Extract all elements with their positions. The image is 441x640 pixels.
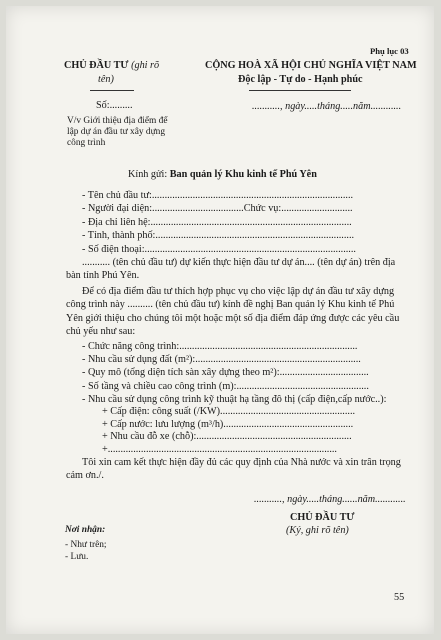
- issuer-title: [64, 60, 159, 71]
- motto-underline: [249, 90, 351, 91]
- recipient-item: - Lưu.: [65, 552, 89, 562]
- document-page: [6, 6, 434, 634]
- signature-title: CHỦ ĐẦU TƯ: [290, 512, 355, 523]
- recipient-line: [128, 169, 317, 180]
- signature-note: (Ký, ghi rõ tên): [286, 525, 349, 536]
- country-name: CỘNG HOÀ XÃ HỘI CHỦ NGHĨA VIỆT NAM: [205, 60, 417, 71]
- requirement-item: - Nhu cầu sử dụng đất (m²):.................................................................: [82, 354, 361, 366]
- requirement-item: - Chức năng công trình:......................................................................: [82, 341, 358, 352]
- info-field: - Địa chỉ liên hệ:...............................................................................: [82, 216, 352, 228]
- subject-line: V/v Giới thiệu địa điểm để: [67, 116, 168, 126]
- issuer-title-italic: (ghi rõ: [131, 60, 160, 71]
- info-field: - Người đại diện:....................................Chức vụ:............................: [82, 203, 353, 215]
- page-number: 55: [394, 592, 405, 603]
- applicant-info: [82, 189, 356, 256]
- requirements-list: [82, 340, 386, 406]
- issuer-title-italic-2: tên): [98, 74, 114, 85]
- subject: [67, 116, 168, 149]
- paragraph-request: [66, 285, 399, 339]
- commitment-line: cảm ơn./.: [66, 470, 104, 482]
- requirement-item: - Nhu cầu sử dụng công trình kỹ thuật hạ tầng đô thị (cấp điện,cấp nước..):: [82, 393, 387, 405]
- info-field: - Tên chủ đầu tư:...............................................................................: [82, 190, 354, 201]
- recipients-list: [65, 539, 107, 563]
- paragraph-line: Yên giới thiệu cho chúng tôi một hoặc một số địa điểm đáp ứng được các yêu cầu: [66, 312, 400, 324]
- commitment-line: Tôi xin cam kết thực hiện đầy đủ các quy định của Nhà nước và xin trân trọng: [82, 457, 401, 468]
- infrastructure-item: + Cấp điện: công suất (/KW).....................................................: [102, 406, 356, 417]
- subject-line: công trình: [67, 138, 106, 148]
- paragraph-line: ........... (tên chủ đầu tư) dự kiến thực hiện đầu tư dự án.... (tên dự án) trên địa: [82, 257, 396, 268]
- recipient-prefix: Kính gửi:: [128, 169, 168, 180]
- infrastructure-item: + Cấp nước: lưu lượng (m³/h)...................................................: [102, 418, 354, 430]
- paragraph-line: công trình này .......... (tên chủ đầu tư) kính đề nghị Ban quản lý Khu kinh tế Phú: [66, 299, 395, 311]
- recipients-label: Nơi nhận:: [65, 525, 106, 535]
- infrastructure-item: + Nhu cầu đỗ xe (chỗ):.............................................................: [102, 431, 352, 443]
- sign-date: ..........., ngày.....tháng......năm............: [254, 494, 406, 505]
- paragraph-intent: [66, 256, 395, 283]
- subject-line: lập dự án đầu tư xây dựng: [67, 127, 166, 137]
- document-number: Số:.........: [96, 100, 133, 111]
- motto: Độc lập - Tự do - Hạnh phúc: [238, 74, 363, 85]
- infrastructure-needs: [102, 406, 355, 456]
- document-date: ..........., ngày.....tháng.....năm............: [252, 101, 402, 112]
- commitment: [66, 456, 401, 483]
- requirement-item: - Quy mô (tổng diện tích sàn xây dựng theo m²):...................................: [82, 367, 369, 379]
- requirement-item: - Số tầng và chiều cao công trình (m):....................................................: [82, 380, 369, 392]
- issuer-title-bold: CHỦ ĐẦU TƯ: [64, 60, 129, 71]
- issuer-underline: [90, 90, 134, 91]
- recipient-name: Ban quản lý Khu kinh tế Phú Yên: [169, 169, 317, 180]
- info-field: - Số điện thoại:...................................................................................: [82, 243, 356, 255]
- appendix-label: Phụ lục 03: [370, 46, 409, 56]
- paragraph-line: Để có địa điểm đầu tư thích hợp phục vụ cho việc lập dự án đầu tư xây dựng: [82, 286, 395, 297]
- infrastructure-item: +..........................................................................................: [102, 443, 337, 455]
- paragraph-line: chủ yếu như sau:: [66, 326, 136, 338]
- info-field: - Tỉnh, thành phố:..............................................................................: [82, 230, 355, 242]
- paragraph-line: bàn tỉnh Phú Yên.: [66, 270, 140, 282]
- recipient-item: - Như trên;: [65, 540, 107, 550]
